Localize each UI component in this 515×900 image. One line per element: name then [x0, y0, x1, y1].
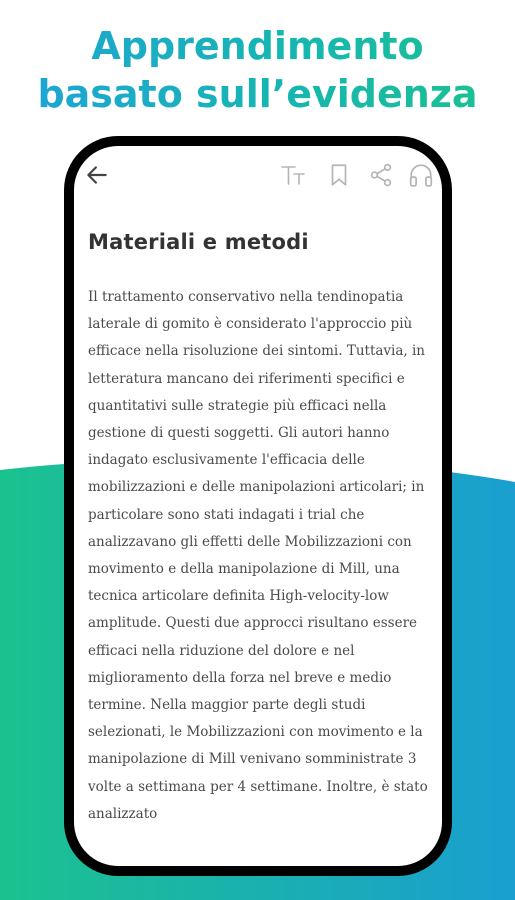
- article-body: Il trattamento conservativo nella tendinopatia laterale di gomito è considerato l'approccio più efficace nella risoluzione dei sintomi. Tuttavia, in letteratura mancano dei riferimenti specifici e quantitativi sulle strategie più efficaci nella gestione di questi soggetti. Gli autori hanno indagato esclusivamente l'efficacia delle mobilizzazioni e delle manipolazioni articolari; in particolare sono stati indagati i trial che analizzavano gli effetti delle Mobilizzazioni con movimento e della manipolazione di Mill, una tecnica articolare definita High-velocity-low amplitude. Questi due approcci risultano essere efficaci nella riduzione del dolore e nel miglioramento della forza nel breve e medio termine. Nella maggior parte degli studi selezionati, le Mobilizzazioni con movimento e la manipolazione di Mill venivano somministrate 3 volte a settimana per 4 settimane. Inoltre, è stato analizzato: [88, 289, 428, 822]
- headline-line-1: Apprendimento: [91, 24, 424, 68]
- phone-frame: [64, 136, 452, 876]
- headline-line-2: basato sull’evidenza: [37, 72, 478, 116]
- share-icon: [368, 162, 394, 188]
- headline: [0, 22, 515, 118]
- text-size-icon: [280, 162, 306, 188]
- headphones-icon: [408, 162, 434, 188]
- audio-button[interactable]: [408, 162, 434, 188]
- bookmark-button[interactable]: [326, 162, 352, 188]
- back-button[interactable]: [84, 162, 110, 188]
- phone-screen: [74, 146, 442, 866]
- article-title: Materiali e metodi: [88, 230, 309, 254]
- bookmark-icon: [326, 162, 352, 188]
- reader-toolbar: [74, 146, 442, 202]
- back-arrow-icon: [84, 162, 110, 188]
- text-size-button[interactable]: [280, 162, 306, 188]
- share-button[interactable]: [368, 162, 394, 188]
